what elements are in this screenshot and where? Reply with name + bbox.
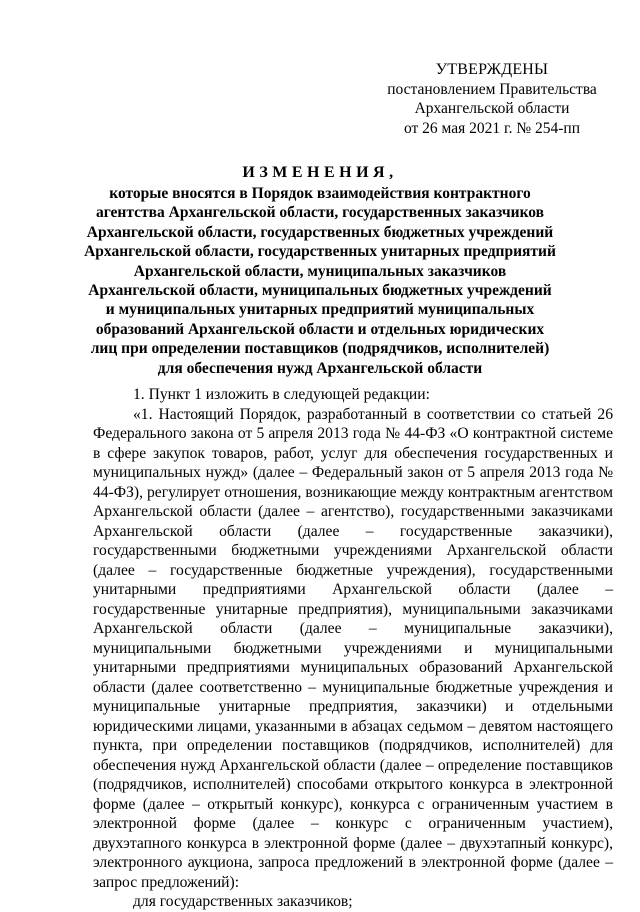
document-subtitle: которые вносятся в Порядок взаимодействия контрактного агентства Архангельской области, государственных заказчиков Архангельской области, государственных бюджетных учреждений Архангельской области, государственных унитарных предприятий Архангельской области, муниципальных заказчиков Архангельской области, муниципальных бюджетных учреждений и муниципальных унитарных предприятий муниципальных образований Архангельской области и отдельных юридических лиц при определении поставщиков (подрядчиков, исполнителей) для обеспечения нужд Архангельской области <box>84 185 556 377</box>
approval-line-region: Архангельской области <box>414 100 570 117</box>
approval-line-date: от 26 мая 2021 г. № 254-пп <box>403 119 581 137</box>
approval-stamp: УТВЕРЖДЕНЫ <box>435 61 549 78</box>
paragraph-clause-1: «1. Настоящий Порядок, разработанный в соответствии со статьей 26 Федерального закона от 5 апреля 2013 года № 44-ФЗ «О контрактной системе в сфере закупок товаров, работ, услуг для обеспечения государственных и муниципальных нужд» (далее – Федеральный закон от 5 апреля 2013 года № 44-ФЗ), регулирует отношения, возникающие между контрактным агентством Архангельской области (далее – агентство), государственными заказчиками Архангельской области (далее – государственные заказчики), государственными бюджетными учреждениями Архангельской области (далее – государственные бюджетные учреждения), государственными унитарными предприятиями Архангельской области (далее – государственные унитарные предприятия), муниципальными заказчиками Архангельской области (далее – муниципальные заказчики), муниципальными бюджетными учреждениями и муниципальными унитарными предприятиями муниципальных образований Архангельской области (далее соответственно – муниципальные бюджетные учреждения и муниципальные унитарные предприятия, заказчики) и отдельными юридическими лицами, указанными в абзацах седьмом – девятом настоящего пункта, при определении поставщиков (подрядчиков, исполнителей) для обеспечения нужд Архангельской области (далее – определение поставщиков (подрядчиков, исполнителей) способами открытого конкурса в электронной форме (далее – открытый конкурс), конкурса с ограниченным участием в электронной форме (далее – конкурс с ограниченным участием), двухэтапного конкурса в электронной форме (далее – двухэтапный конкурс), электронного аукциона, запроса предложений в электронной форме (далее – запрос предложений): <box>93 405 613 891</box>
approval-line-decree: постановлением Правительства <box>387 80 597 98</box>
paragraph-item-1: 1. Пункт 1 изложить в следующей редакции: <box>133 386 430 403</box>
paragraph-state-customers: для государственных заказчиков; <box>133 893 353 910</box>
approval-block <box>372 60 612 138</box>
document-body <box>93 385 613 912</box>
document-title: ИЗМЕНЕНИЯ, <box>242 164 398 181</box>
